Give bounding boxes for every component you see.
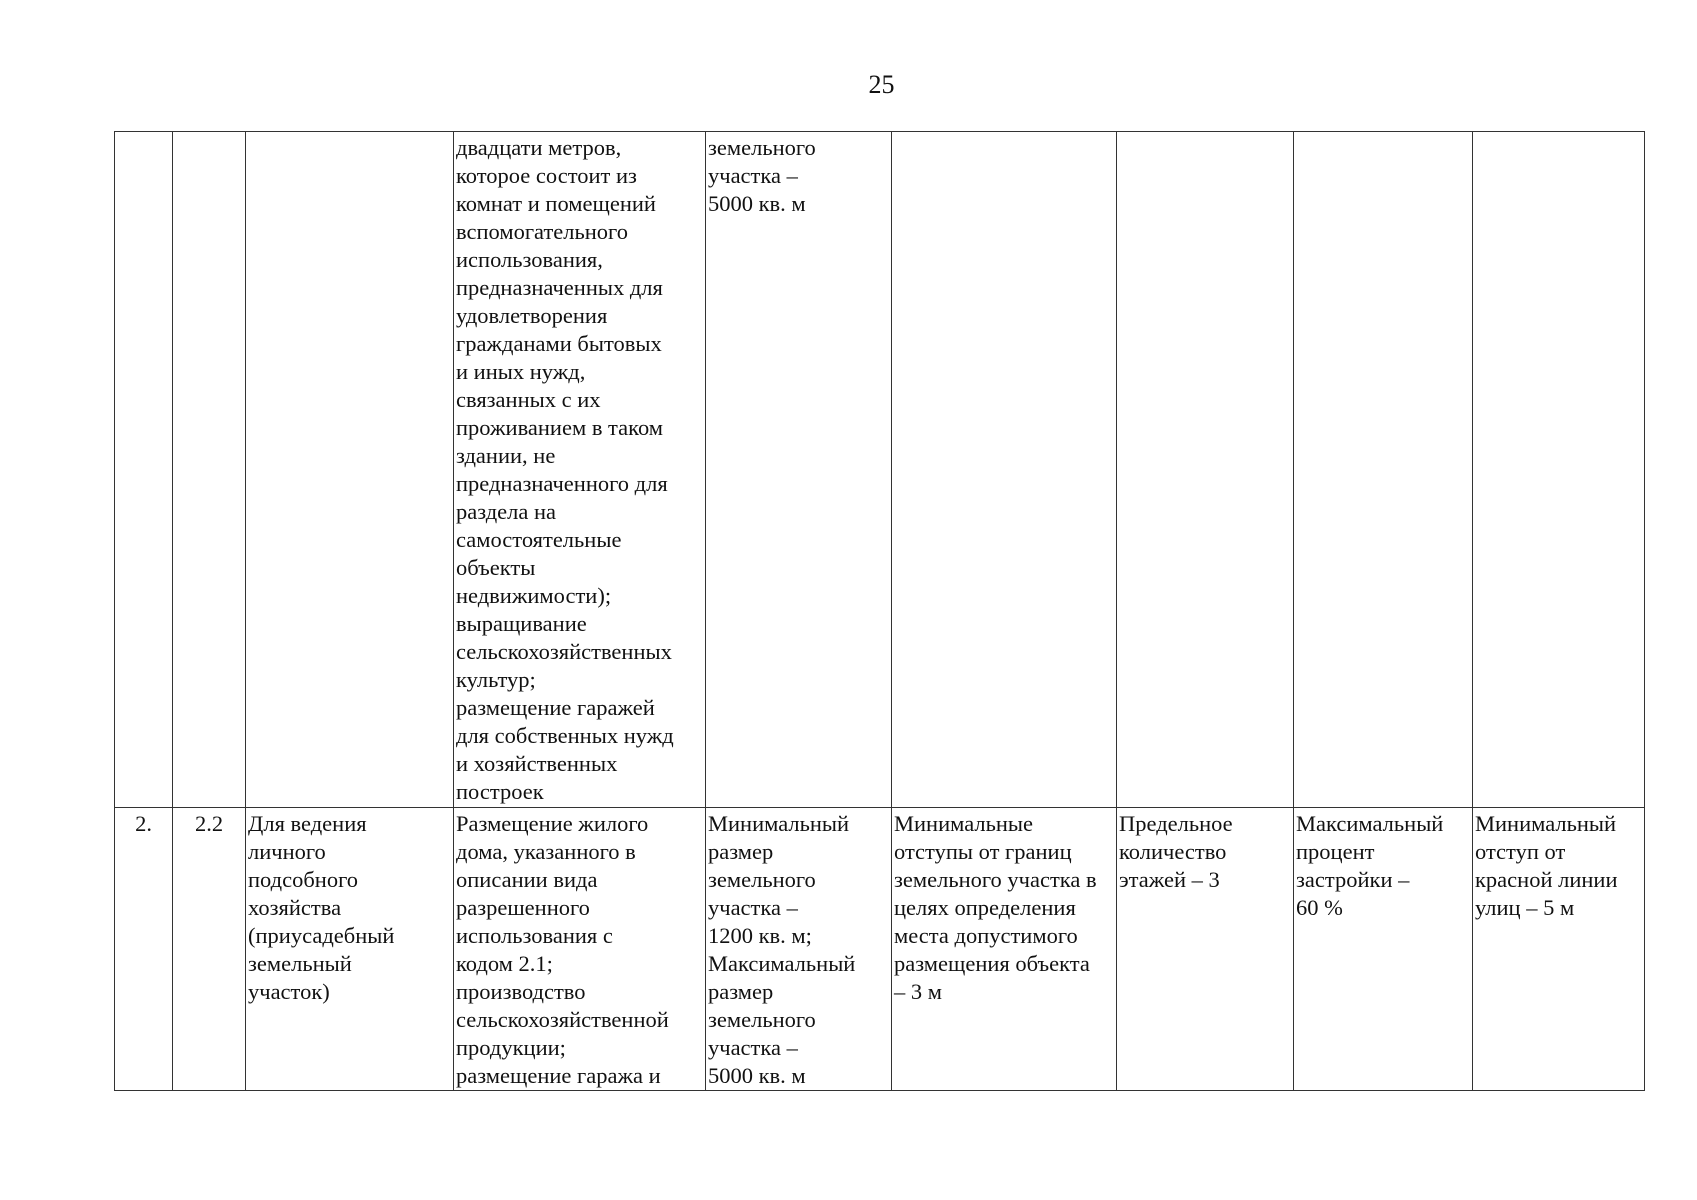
table-row [115, 808, 1645, 1091]
floors-cell [1117, 132, 1294, 808]
setbacks-cell: Минимальные отступы от границ земельного участка в целях определения места допустимого размещения объекта – 3 м [892, 808, 1117, 1091]
use-code-cell: 2.2 [173, 808, 246, 1091]
page-number: 25 [868, 70, 895, 99]
plot-size-cell: земельного участка – 5000 кв. м [706, 132, 892, 808]
row-number-cell: 2. [115, 808, 173, 1091]
use-code-cell [173, 132, 246, 808]
use-name-cell [246, 132, 454, 808]
coverage-cell: Максимальный процент застройки – 60 % [1294, 808, 1473, 1091]
plot-size-cell: Минимальный размер земельного участка – 1200 кв. м; Максимальный размер земельного участка – 5000 кв. м [706, 808, 892, 1091]
floors-cell: Предельное количество этажей – 3 [1117, 808, 1294, 1091]
red-line-cell: Минимальный отступ от красной линии улиц – 5 м [1473, 808, 1645, 1091]
red-line-cell [1473, 132, 1645, 808]
use-description-cell: Размещение жилого дома, указанного в описании вида разрешенного использования с кодом 2.1; производство сельскохозяйственной продукции; размещение гаража и [454, 808, 706, 1091]
zoning-regulations-table [114, 131, 1645, 1091]
setbacks-cell [892, 132, 1117, 808]
use-description-cell: двадцати метров, которое состоит из комнат и помещений вспомогательного использования, предназначенных для удовлетворения гражданами бытовых и иных нужд, связанных с их проживанием в таком здании, не предназначенного для раздела на самостоятельные объекты недвижимости); выращивание сельскохозяйственных культур; размещение гаражей для собственных нужд и хозяйственных построек [454, 132, 706, 808]
row-number-cell [115, 132, 173, 808]
coverage-cell [1294, 132, 1473, 808]
table-row [115, 132, 1645, 808]
use-name-cell: Для ведения личного подсобного хозяйства (приусадебный земельный участок) [246, 808, 454, 1091]
